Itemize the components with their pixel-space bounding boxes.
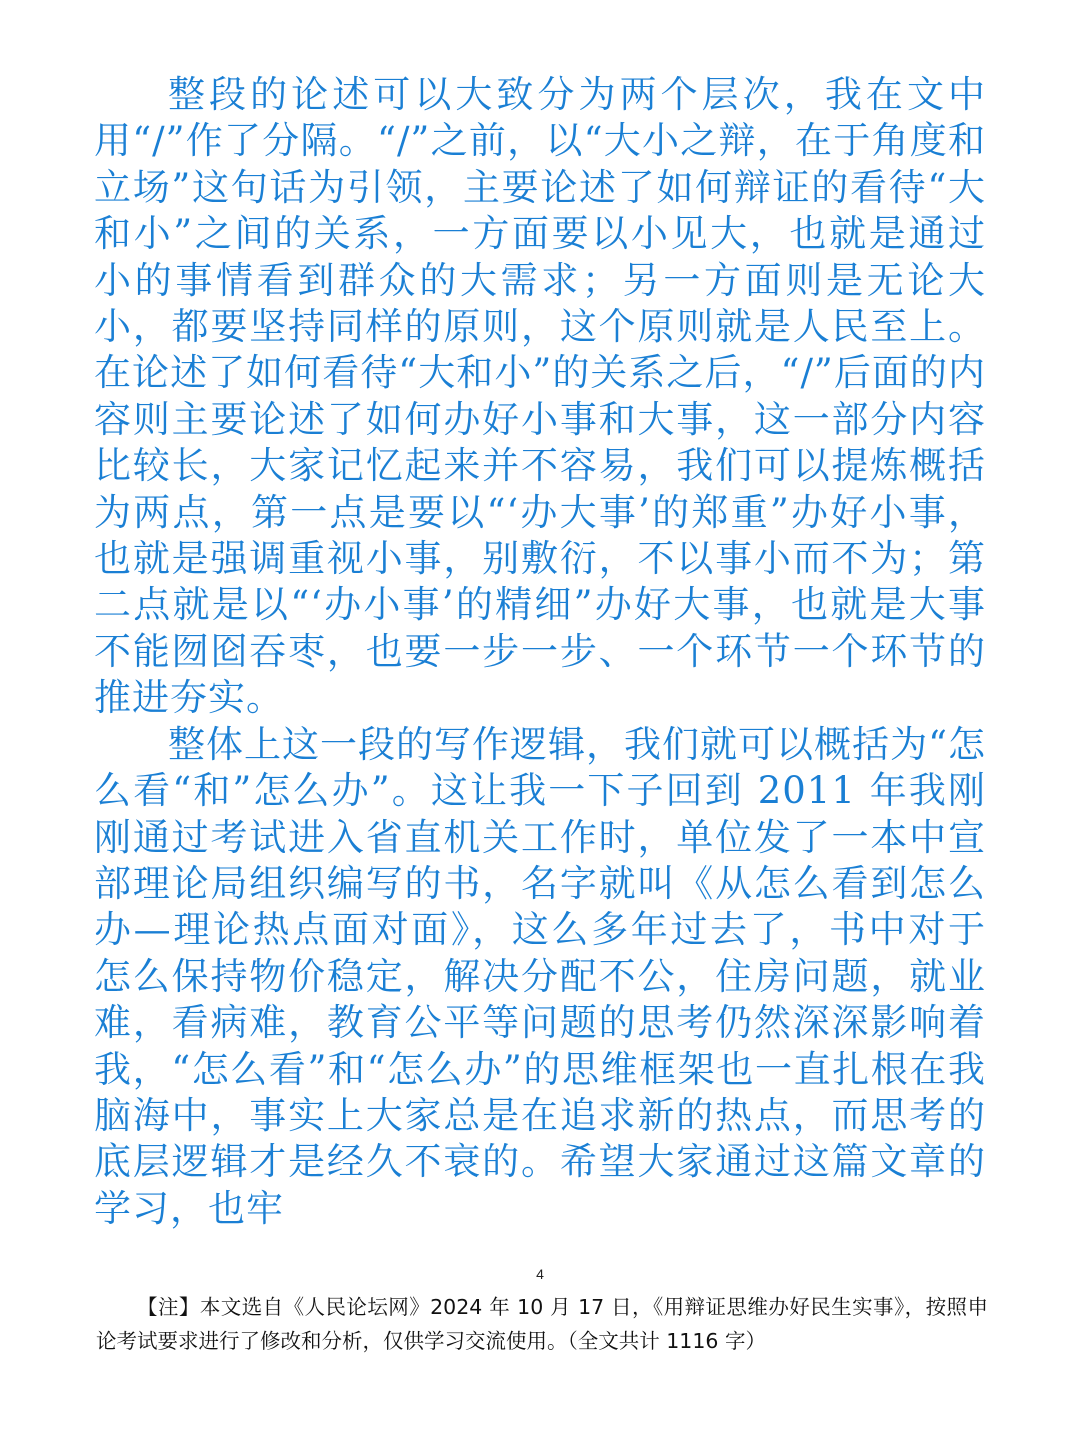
paragraph-2: 整体上这一段的写作逻辑，我们就可以概括为“怎么看“和”怎么办”。这让我一下子回到 2011 年我刚刚通过考试进入省直机关工作时，单位发了一本中宣部理论局组织编写的书，名字就叫《从怎么看到怎么办—理论热点面对面》，这么多年过去了，书中对于怎么保持物价稳定，解决分配不公，住房问题，就业难，看病难，教育公平等问题的思考仍然深深影响着我，“怎么看”和“怎么办”的思维框架也一直扎根在我脑海中，事实上大家总是在追求新的热点，而思考的底层逻辑才是经久不衰的。希望大家通过这篇文章的学习，也牢 (94, 722, 986, 1230)
page-number: 4 (536, 1266, 544, 1282)
footnote: 【注】本文选自《人民论坛网》2024 年 10 月 17 日，《用辩证思维办好民生实事》，按照申论考试要求进行了修改和分析，仅供学习交流使用。（全文共计 1116 字） (96, 1295, 988, 1353)
paragraph-1: 整段的论述可以大致分为两个层次，我在文中用“/”作了分隔。“/”之前，以“大小之辩，在于角度和立场”这句话为引领，主要论述了如何辩证的看待“大和小”之间的关系，一方面要以小见大，也就是通过小的事情看到群众的大需求；另一方面则是无论大小，都要坚持同样的原则，这个原则就是人民至上。在论述了如何看待“大和小”的关系之后，“/”后面的内容则主要论述了如何办好小事和大事，这一部分内容比较长，大家记忆起来并不容易，我们可以提炼概括为两点，第一点是要以“‘办大事’的郑重”办好小事，也就是强调重视小事，别敷衍，不以事小而不为；第二点就是以“‘办小事’的精细”办好大事，也就是大事不能囫囵吞枣，也要一步一步、一个环节一个环节的推进夯实。 (94, 73, 986, 720)
article-body (94, 72, 986, 1232)
